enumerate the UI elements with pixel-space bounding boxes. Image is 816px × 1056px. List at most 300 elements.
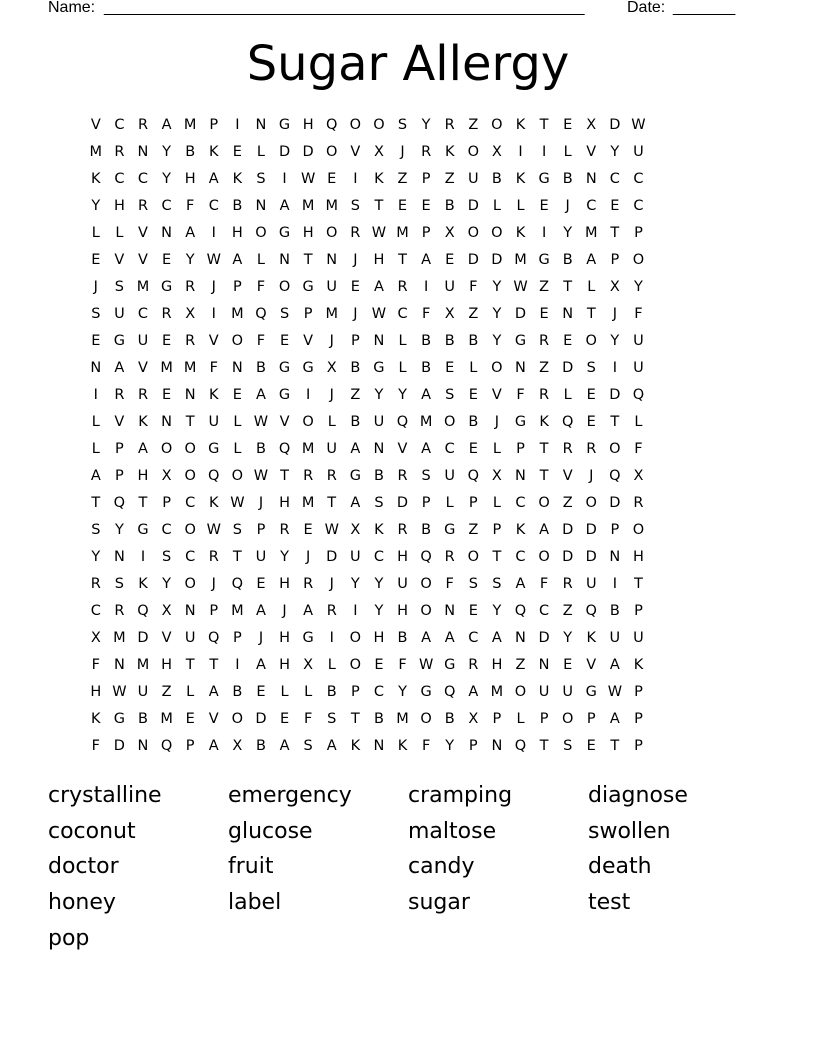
grid-letter: C (373, 684, 384, 700)
grid-letter: A (161, 117, 172, 133)
word-list-item: doctor (48, 854, 119, 880)
grid-letter: A (279, 738, 290, 754)
grid-letter: U (184, 630, 196, 646)
grid-letter: E (539, 198, 549, 214)
grid-letter: S (421, 468, 431, 484)
grid-letter: G (160, 279, 173, 295)
grid-letter: T (539, 738, 549, 754)
grid-letter: W (418, 657, 434, 673)
grid-letter: C (185, 549, 196, 565)
grid-letter: N (137, 144, 149, 160)
grid-letter: H (279, 495, 290, 511)
grid-letter: L (492, 495, 501, 511)
grid-letter: L (256, 144, 265, 160)
grid-letter: Q (420, 549, 432, 565)
grid-letter: L (256, 252, 265, 268)
grid-letter: G (373, 360, 385, 376)
grid-letter: S (114, 576, 124, 592)
grid-letter: T (374, 198, 384, 214)
grid-letter: F (256, 279, 266, 295)
grid-letter: N (161, 414, 172, 430)
grid-letter: C (161, 198, 172, 214)
grid-letter: A (208, 171, 219, 187)
grid-letter: R (137, 387, 149, 403)
word-list-item: cramping (408, 783, 513, 808)
grid-letter: T (634, 576, 643, 592)
grid-row (84, 247, 744, 274)
grid-letter: Q (326, 117, 338, 133)
grid-letter: H (373, 630, 385, 646)
grid-letter: M (585, 225, 598, 241)
grid-letter: H (373, 252, 385, 268)
grid-letter: P (634, 684, 643, 700)
grid-letter: W (206, 252, 221, 268)
grid-letter: M (514, 252, 527, 268)
grid-letter: S (327, 711, 337, 727)
grid-letter: N (184, 603, 196, 619)
grid-letter: I (423, 279, 429, 295)
grid-letter: R (137, 117, 149, 133)
grid-letter: K (515, 522, 526, 538)
grid-letter: Q (208, 630, 220, 646)
grid-letter: D (585, 549, 597, 565)
grid-letter: G (278, 117, 291, 133)
grid-letter: Y (374, 387, 384, 403)
grid-letter: B (350, 360, 361, 376)
grid-letter: D (609, 387, 621, 403)
grid-letter: Q (514, 738, 527, 754)
grid-letter: S (91, 306, 101, 322)
grid-letter: M (160, 360, 173, 376)
grid-letter: A (255, 603, 266, 619)
grid-letter: P (421, 171, 431, 187)
grid-letter: S (350, 198, 360, 214)
word-list-item: diagnose (588, 783, 688, 808)
grid-letter: N (255, 117, 267, 133)
grid-letter: T (539, 468, 549, 484)
grid-letter: S (397, 117, 408, 133)
grid-letter: P (115, 441, 124, 457)
word-list-item: candy (408, 854, 475, 880)
grid-letter: L (634, 414, 643, 430)
grid-letter: E (185, 711, 195, 727)
grid-letter: N (113, 657, 125, 673)
grid-letter: F (421, 306, 431, 322)
grid-letter: Z (562, 603, 573, 619)
grid-letter: J (612, 306, 617, 322)
grid-letter: A (468, 684, 479, 700)
word-list-item: swollen (588, 818, 671, 844)
grid-letter: K (374, 522, 384, 538)
grid-letter: R (397, 522, 408, 538)
grid-letter: N (90, 360, 102, 376)
grid-letter: H (397, 603, 408, 619)
grid-letter: T (91, 495, 101, 511)
date-label: Date: (627, 0, 666, 16)
grid-letter: U (397, 576, 408, 592)
grid-row (84, 220, 744, 247)
grid-letter: B (421, 333, 432, 349)
grid-letter: A (421, 252, 432, 268)
grid-letter: O (373, 117, 385, 133)
grid-letter: Y (563, 225, 573, 241)
word-list-item: crystalline (48, 783, 162, 808)
grid-letter: E (256, 576, 266, 592)
grid-letter: V (397, 441, 408, 457)
grid-letter: T (138, 495, 148, 511)
grid-letter: E (421, 198, 431, 214)
grid-letter: E (350, 279, 360, 295)
grid-letter: L (233, 441, 242, 457)
grid-letter: L (492, 441, 501, 457)
grid-letter: P (185, 738, 195, 754)
word-list (48, 780, 768, 958)
grid-letter: V (161, 630, 172, 646)
grid-letter: M (396, 711, 409, 727)
grid-letter: A (444, 630, 455, 646)
date-blank-line: _______ (673, 0, 736, 16)
grid-letter: K (138, 576, 148, 592)
grid-letter: N (373, 441, 385, 457)
grid-letter: F (469, 279, 478, 295)
grid-letter: E (397, 198, 408, 214)
grid-letter: Y (610, 144, 620, 160)
grid-letter: D (562, 522, 574, 538)
grid-letter: W (371, 225, 387, 241)
grid-letter: O (514, 684, 527, 700)
grid-letter: L (115, 225, 124, 241)
grid-letter: S (445, 387, 455, 403)
grid-letter: D (255, 711, 267, 727)
grid-letter: Z (350, 387, 361, 403)
grid-letter: F (634, 306, 643, 322)
grid-letter: C (515, 549, 526, 565)
grid-letter: D (609, 117, 621, 133)
grid-row (84, 409, 744, 436)
grid-letter: Q (561, 414, 574, 430)
grid-letter: P (232, 279, 242, 295)
grid-letter: K (633, 657, 644, 673)
grid-letter: I (541, 144, 547, 160)
grid-letter: A (138, 441, 148, 457)
grid-letter: G (137, 522, 149, 538)
grid-letter: N (609, 549, 621, 565)
grid-letter: T (610, 225, 620, 241)
grid-letter: H (113, 198, 125, 214)
grid-letter: J (211, 279, 216, 295)
grid-letter: P (516, 441, 525, 457)
grid-letter: D (562, 360, 574, 376)
grid-letter: Y (91, 549, 101, 565)
grid-letter: U (326, 279, 338, 295)
grid-letter: O (231, 333, 244, 349)
grid-letter: N (184, 387, 196, 403)
grid-letter: O (184, 441, 196, 457)
grid-letter: S (91, 522, 101, 538)
grid-letter: F (91, 657, 100, 673)
grid-letter: J (258, 630, 264, 646)
grid-letter: R (539, 333, 550, 349)
grid-letter: N (515, 630, 526, 646)
grid-letter: M (136, 657, 150, 673)
grid-row (84, 463, 744, 490)
grid-letter: C (161, 522, 172, 538)
grid-row (84, 274, 744, 301)
grid-letter: T (327, 495, 337, 511)
grid-letter: E (563, 333, 573, 349)
grid-letter: Y (398, 387, 407, 403)
grid-letter: W (230, 495, 245, 511)
grid-letter: U (137, 333, 149, 349)
grid-letter: H (279, 576, 290, 592)
grid-letter: I (282, 171, 287, 187)
grid-letter: E (279, 711, 290, 727)
grid-letter: T (350, 711, 360, 727)
grid-letter: J (353, 306, 358, 322)
grid-letter: C (137, 306, 149, 322)
grid-letter: M (301, 198, 315, 214)
grid-letter: A (350, 441, 361, 457)
grid-letter: Q (467, 468, 479, 484)
grid-letter: K (209, 495, 219, 511)
grid-letter: O (420, 711, 432, 727)
grid-letter: J (353, 252, 358, 268)
grid-letter: A (515, 576, 526, 592)
grid-letter: G (420, 684, 432, 700)
grid-letter: S (114, 279, 124, 295)
grid-letter: U (633, 360, 644, 376)
grid-letter: E (563, 117, 573, 133)
grid-letter: A (491, 630, 502, 646)
grid-letter: C (609, 171, 620, 187)
grid-letter: B (373, 468, 384, 484)
grid-letter: W (253, 468, 269, 484)
grid-letter: H (279, 630, 290, 646)
grid-letter: L (327, 657, 336, 673)
grid-letter: V (586, 144, 597, 160)
grid-letter: Y (280, 549, 289, 565)
grid-letter: C (373, 549, 384, 565)
grid-letter: V (279, 414, 290, 430)
grid-letter: E (327, 171, 337, 187)
grid-letter: E (586, 387, 596, 403)
grid-letter: Q (609, 468, 621, 484)
grid-letter: R (90, 576, 101, 592)
letter-grid (84, 112, 744, 760)
grid-letter: U (444, 279, 456, 295)
grid-letter: Q (231, 576, 244, 592)
grid-letter: P (256, 522, 266, 538)
grid-letter: P (468, 495, 478, 511)
word-list-item: fruit (228, 854, 274, 880)
grid-letter: O (349, 117, 362, 133)
grid-letter: U (208, 414, 220, 430)
grid-letter: K (444, 144, 455, 160)
grid-letter: Y (374, 603, 384, 619)
grid-letter: R (562, 441, 573, 457)
grid-letter: I (541, 225, 547, 241)
grid-letter: T (303, 252, 313, 268)
grid-letter: W (324, 522, 339, 538)
grid-letter: T (563, 279, 573, 295)
grid-letter: A (255, 387, 266, 403)
grid-letter: F (186, 198, 195, 214)
word-list-item: death (588, 854, 652, 880)
grid-letter: Z (161, 684, 172, 700)
grid-letter: P (209, 117, 219, 133)
grid-letter: Q (137, 603, 149, 619)
grid-letter: K (515, 171, 526, 187)
grid-letter: Q (443, 684, 456, 700)
grid-letter: E (468, 603, 478, 619)
grid-letter: A (232, 252, 243, 268)
grid-letter: O (184, 576, 196, 592)
grid-letter: P (162, 495, 171, 511)
grid-letter: M (113, 630, 126, 646)
grid-letter: S (468, 576, 478, 592)
grid-letter: F (209, 360, 218, 376)
grid-letter: X (633, 468, 644, 484)
grid-letter: C (468, 630, 479, 646)
grid-letter: O (609, 441, 621, 457)
word-list-item: glucose (228, 818, 313, 844)
grid-letter: Q (632, 387, 645, 403)
grid-letter: Q (208, 468, 220, 484)
grid-letter: D (113, 738, 125, 754)
grid-letter: J (258, 495, 264, 511)
grid-letter: X (444, 306, 455, 322)
grid-letter: O (585, 333, 597, 349)
grid-letter: T (232, 549, 242, 565)
grid-letter: X (586, 117, 597, 133)
grid-letter: Y (610, 333, 620, 349)
grid-letter: R (303, 576, 314, 592)
grid-letter: J (93, 279, 98, 295)
grid-letter: P (634, 711, 643, 727)
grid-letter: Q (113, 495, 126, 511)
grid-letter: Q (255, 306, 267, 322)
grid-letter: P (232, 630, 242, 646)
grid-row (84, 517, 744, 544)
grid-letter: A (421, 387, 432, 403)
grid-letter: G (538, 252, 550, 268)
grid-letter: N (515, 360, 526, 376)
grid-letter: O (491, 117, 503, 133)
grid-letter: C (137, 171, 149, 187)
grid-letter: B (468, 414, 479, 430)
grid-letter: T (492, 549, 502, 565)
grid-letter: D (396, 495, 409, 511)
grid-letter: E (91, 252, 101, 268)
grid-letter: B (468, 333, 479, 349)
grid-letter: P (303, 306, 313, 322)
grid-letter: Y (634, 279, 643, 295)
grid-letter: B (255, 738, 266, 754)
grid-letter: Q (396, 414, 409, 430)
grid-letter: U (114, 306, 125, 322)
grid-letter: Q (160, 738, 173, 754)
grid-letter: M (490, 684, 504, 700)
grid-letter: G (302, 630, 314, 646)
grid-letter: O (467, 144, 479, 160)
grid-letter: S (563, 738, 573, 754)
grid-letter: Y (421, 117, 431, 133)
grid-letter: H (302, 117, 314, 133)
grid-letter: D (326, 549, 338, 565)
name-label: Name: (48, 0, 96, 16)
grid-letter: P (634, 603, 643, 619)
grid-letter: X (161, 468, 172, 484)
grid-letter: S (586, 360, 596, 376)
grid-letter: S (279, 306, 290, 322)
grid-letter: K (374, 171, 384, 187)
grid-letter: N (585, 171, 597, 187)
grid-letter: E (445, 252, 455, 268)
grid-letter: I (211, 306, 216, 322)
grid-letter: R (114, 144, 125, 160)
grid-letter: J (329, 387, 334, 403)
grid-row (84, 625, 744, 652)
grid-letter: U (326, 441, 338, 457)
grid-letter: M (301, 495, 315, 511)
grid-letter: C (397, 306, 408, 322)
grid-letter: V (586, 657, 597, 673)
grid-letter: U (562, 684, 573, 700)
grid-letter: F (516, 387, 525, 403)
grid-letter: V (138, 360, 148, 376)
grid-letter: R (444, 117, 455, 133)
grid-letter: E (279, 333, 290, 349)
grid-letter: K (515, 225, 526, 241)
grid-letter: G (514, 414, 527, 430)
grid-letter: N (326, 252, 338, 268)
grid-letter: J (211, 576, 216, 592)
word-list-item: test (588, 890, 631, 916)
grid-letter: P (468, 738, 478, 754)
grid-letter: Y (445, 738, 455, 754)
grid-letter: B (444, 198, 455, 214)
grid-letter: O (561, 711, 574, 727)
grid-letter: M (160, 711, 173, 727)
grid-letter: E (586, 738, 596, 754)
grid-letter: A (90, 468, 101, 484)
grid-letter: B (255, 360, 266, 376)
grid-letter: O (349, 657, 362, 673)
grid-letter: U (538, 684, 550, 700)
grid-letter: G (538, 171, 550, 187)
grid-letter: H (161, 657, 173, 673)
grid-letter: N (161, 225, 172, 241)
grid-letter: E (468, 441, 478, 457)
grid-letter: M (325, 198, 338, 214)
grid-letter: E (586, 414, 596, 430)
grid-letter: T (586, 306, 596, 322)
grid-letter: N (373, 738, 385, 754)
grid-letter: N (137, 738, 149, 754)
grid-letter: T (185, 414, 195, 430)
name-blank-line: ______________________________________________________ (104, 0, 585, 16)
grid-letter: X (609, 279, 620, 295)
grid-letter: B (185, 144, 196, 160)
grid-letter: D (467, 252, 479, 268)
grid-letter: E (374, 657, 384, 673)
grid-letter: L (327, 414, 336, 430)
grid-letter: O (420, 576, 432, 592)
grid-letter: I (353, 603, 358, 619)
grid-letter: E (232, 144, 242, 160)
grid-letter: O (420, 603, 432, 619)
grid-letter: G (113, 711, 126, 727)
